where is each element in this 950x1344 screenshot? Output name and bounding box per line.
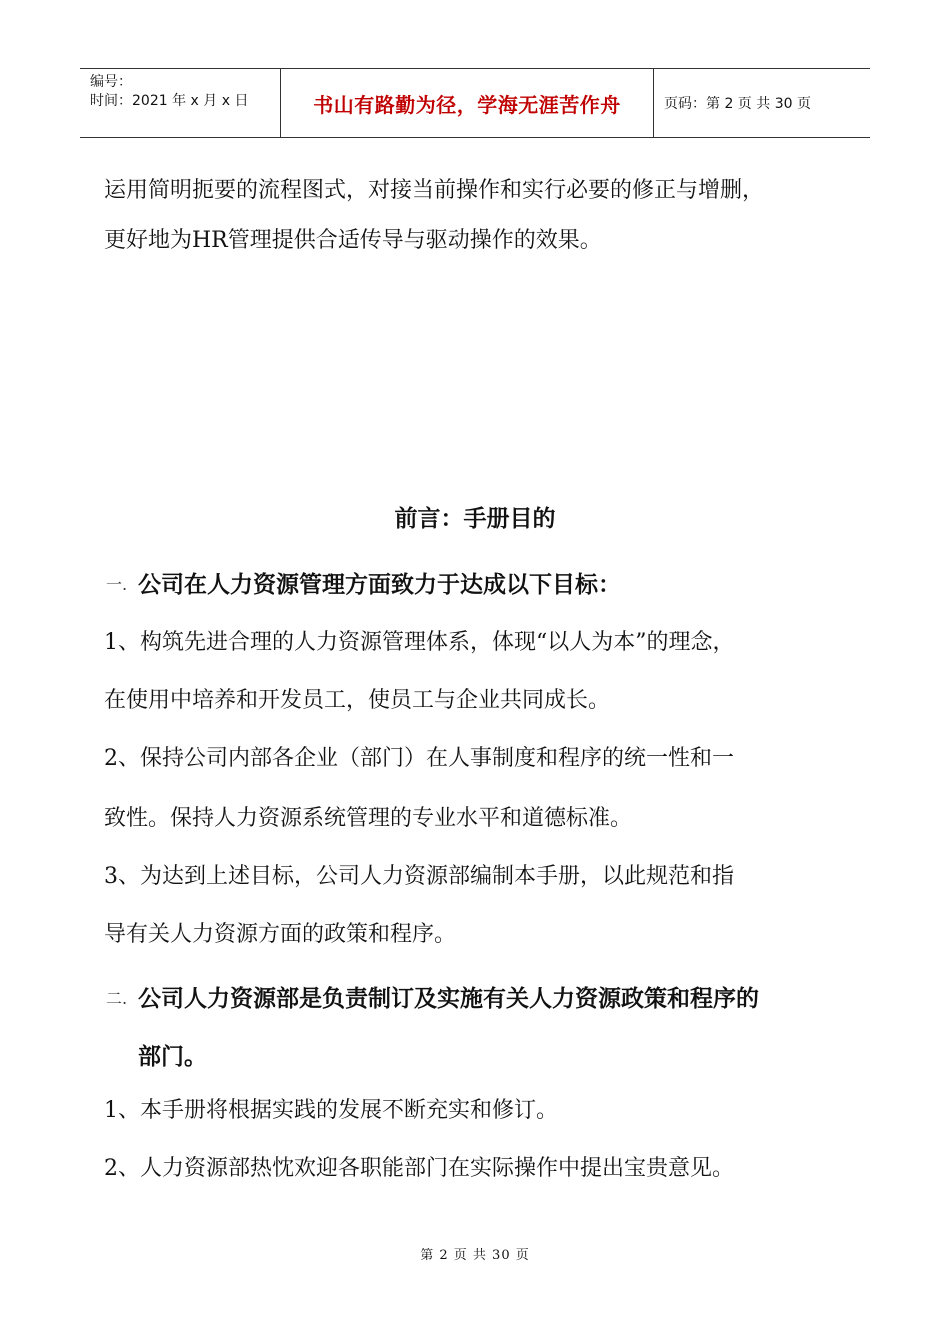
header-date-label: 时间：2021 年 x 月 x 日 [90,93,249,109]
section-2-title-line-1: 公司人力资源部是负责制订及实施有关人力资源政策和程序的 [138,985,759,1012]
section-heading: 前言：手册目的 [394,505,556,532]
page-header [80,68,870,138]
intro-line-2: 更好地为HR管理提供合适传导与驱动操作的效果。 [104,228,602,253]
section-1-item: 2、保持公司内部各企业（部门）在人事制度和程序的统一性和一 [104,746,734,771]
section-2-title-line-2: 部门。 [138,1043,207,1070]
header-page-info: 页码：第 2 页 共 30 页 [664,96,811,112]
section-2-item: 1、本手册将根据实践的发展不断充实和修订。 [104,1098,558,1123]
section-1-item: 3、为达到上述目标，公司人力资源部编制本手册，以此规范和指 [104,864,734,889]
intro-line-1: 运用简明扼要的流程图式，对接当前操作和实行必要的修正与增删， [104,178,765,203]
section-1-item: 在使用中培养和开发员工，使员工与企业共同成长。 [104,688,611,713]
section-1-number: 一. [106,575,128,594]
section-1-item: 1、构筑先进合理的人力资源管理体系，体现“以人为本”的理念， [104,630,735,655]
header-meta [80,69,281,137]
section-1-item: 致性。保持人力资源系统管理的专业水平和道德标准。 [104,806,633,831]
page-footer: 第 2 页 共 30 页 [420,1248,530,1263]
section-1-title: 公司在人力资源管理方面致力于达成以下目标： [138,571,621,598]
section-2-number: 二. [106,989,128,1008]
header-motto: 书山有路勤为径，学海无涯苦作舟 [281,69,654,137]
section-2-item: 2、人力资源部热忱欢迎各职能部门在实际操作中提出宝贵意见。 [104,1156,734,1181]
header-number-label: 编号： [90,74,132,90]
section-1-item: 导有关人力资源方面的政策和程序。 [104,922,457,947]
